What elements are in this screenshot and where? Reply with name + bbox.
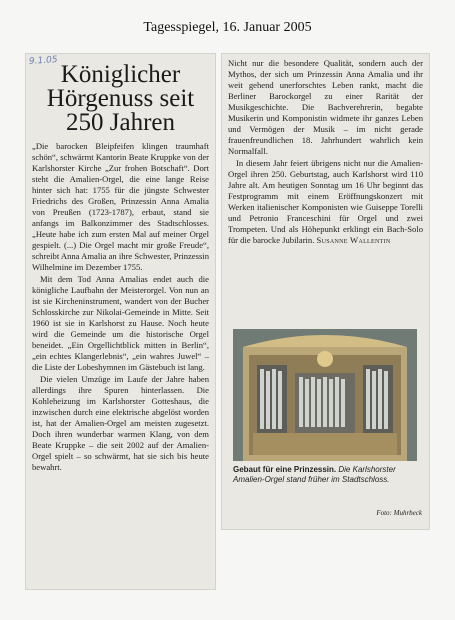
author-byline: Susanne Wallentin [316, 235, 391, 245]
photo-caption [233, 465, 417, 485]
headline: Königlicher Hörgenuss seit 250 Jahren [46, 61, 195, 136]
right-column-text [221, 53, 430, 246]
paragraph: Die vielen Umzüge im Laufe der Jahre haben allerdings ihre Spuren hinterlassen. Die Kohleheizung im Karlshorster Gotteshaus, die inzwischen durch eine elektrische abgelöst worden ist, hat der Amalien-Orgel am meisten zugesetzt. Doch ihren wunderbar warmen Klang, von dem Beate Kruppke – die seit 2002 auf der Amalien-Orgel spielt – so schwärmt, hat sie sich bis heute bewahrt. [32, 374, 209, 472]
handwritten-note: 9.1.05 [28, 55, 58, 67]
organ-photo [233, 329, 417, 461]
paragraph: „Die barocken Bleipfeifen klingen traumhaft schön“, schwärmt Kantorin Beate Kruppke von der Karlshorster Kirche „Zur frohen Botschaft“. Dort steht die Amalien-Orgel, die eine lange Reise hinter sich hat: 1755 für die jüngste Schwester Friedrichs des Großen, Prinzessin Anna Amalia von Preußen (1723-1787), erbaut, stand sie anfangs im Balkonzimmer des Stadtschlosses. „Heute habe ich zum ersten Mal auf meiner Orgel gespielt. (...) Die Orgel macht mir große Freude“, schreibt Anna Amalia an ihre Schwester, Prinzessin Wilhelmine im Dezember 1755. [32, 141, 209, 272]
paragraph-with-author [228, 158, 423, 246]
article-left-column [25, 53, 216, 590]
caption-text: Die Karlshorster Amalien-Orgel stand früher im Stadtschloss. [233, 465, 396, 484]
article-right-column [221, 53, 430, 530]
paragraph: Nicht nur die besondere Qualität, sondern auch der Mythos, der sich um Prinzessin Anna Amalia und ihr weit gehend unerforschtes Leben rankt, macht die Berliner Barockorgel zu einer Rarität der Musikgeschichte. Die Bachverehrerin, begabte Musikerin und Komponistin widmete ihr ganzes Leben und Vermögen der Musik – im nicht gerade frauenfreundlichen 18. Jahrhundert wahrlich kein Normalfall. [228, 58, 423, 156]
organ-illustration [233, 329, 417, 461]
photo-credit: Foto: Muhrbeck [376, 509, 422, 517]
left-column-text [25, 141, 216, 473]
paragraph: Mit dem Tod Anna Amalias endet auch die königliche Laufbahn der Meisterorgel. Von nun an ist sie Kircheninstrument, wandert von der Bucher Schlosskirche zur Nikolai-Gemeinde in Mitte. Seit 1960 ist sie in Karlshorst zu Hause. Noch heute wird die Gemeinde um die historische Orgel beneidet. „Ein Orgellichtblick mitten in Berlin“, „ein echtes Klangerlebnis“, „ein wahres Juwel“ – die Liste der Lobeshymnen im Gästebuch ist lang. [32, 274, 209, 372]
caption-title: Gebaut für eine Prinzessin. [233, 465, 337, 474]
paragraph: In diesem Jahr feiert übrigens nicht nur die Amalien-Orgel ihren 250. Geburtstag, auch Karlshorst wird 110 Jahre alt. Am heutigen Sonntag um 16 Uhr beginnt das Festprogramm mit einem Eröffnungskonzert mit Werken italienischer Komponisten wie Guiseppe Torelli und Petronio Franceschini für Orgel und zwei Trompeten. Und als Höhepunkt erklingt ein Bach-Solo für die barocke Jubilarin. [228, 158, 423, 245]
source-line: Tagesspiegel, 16. Januar 2005 [143, 20, 312, 35]
